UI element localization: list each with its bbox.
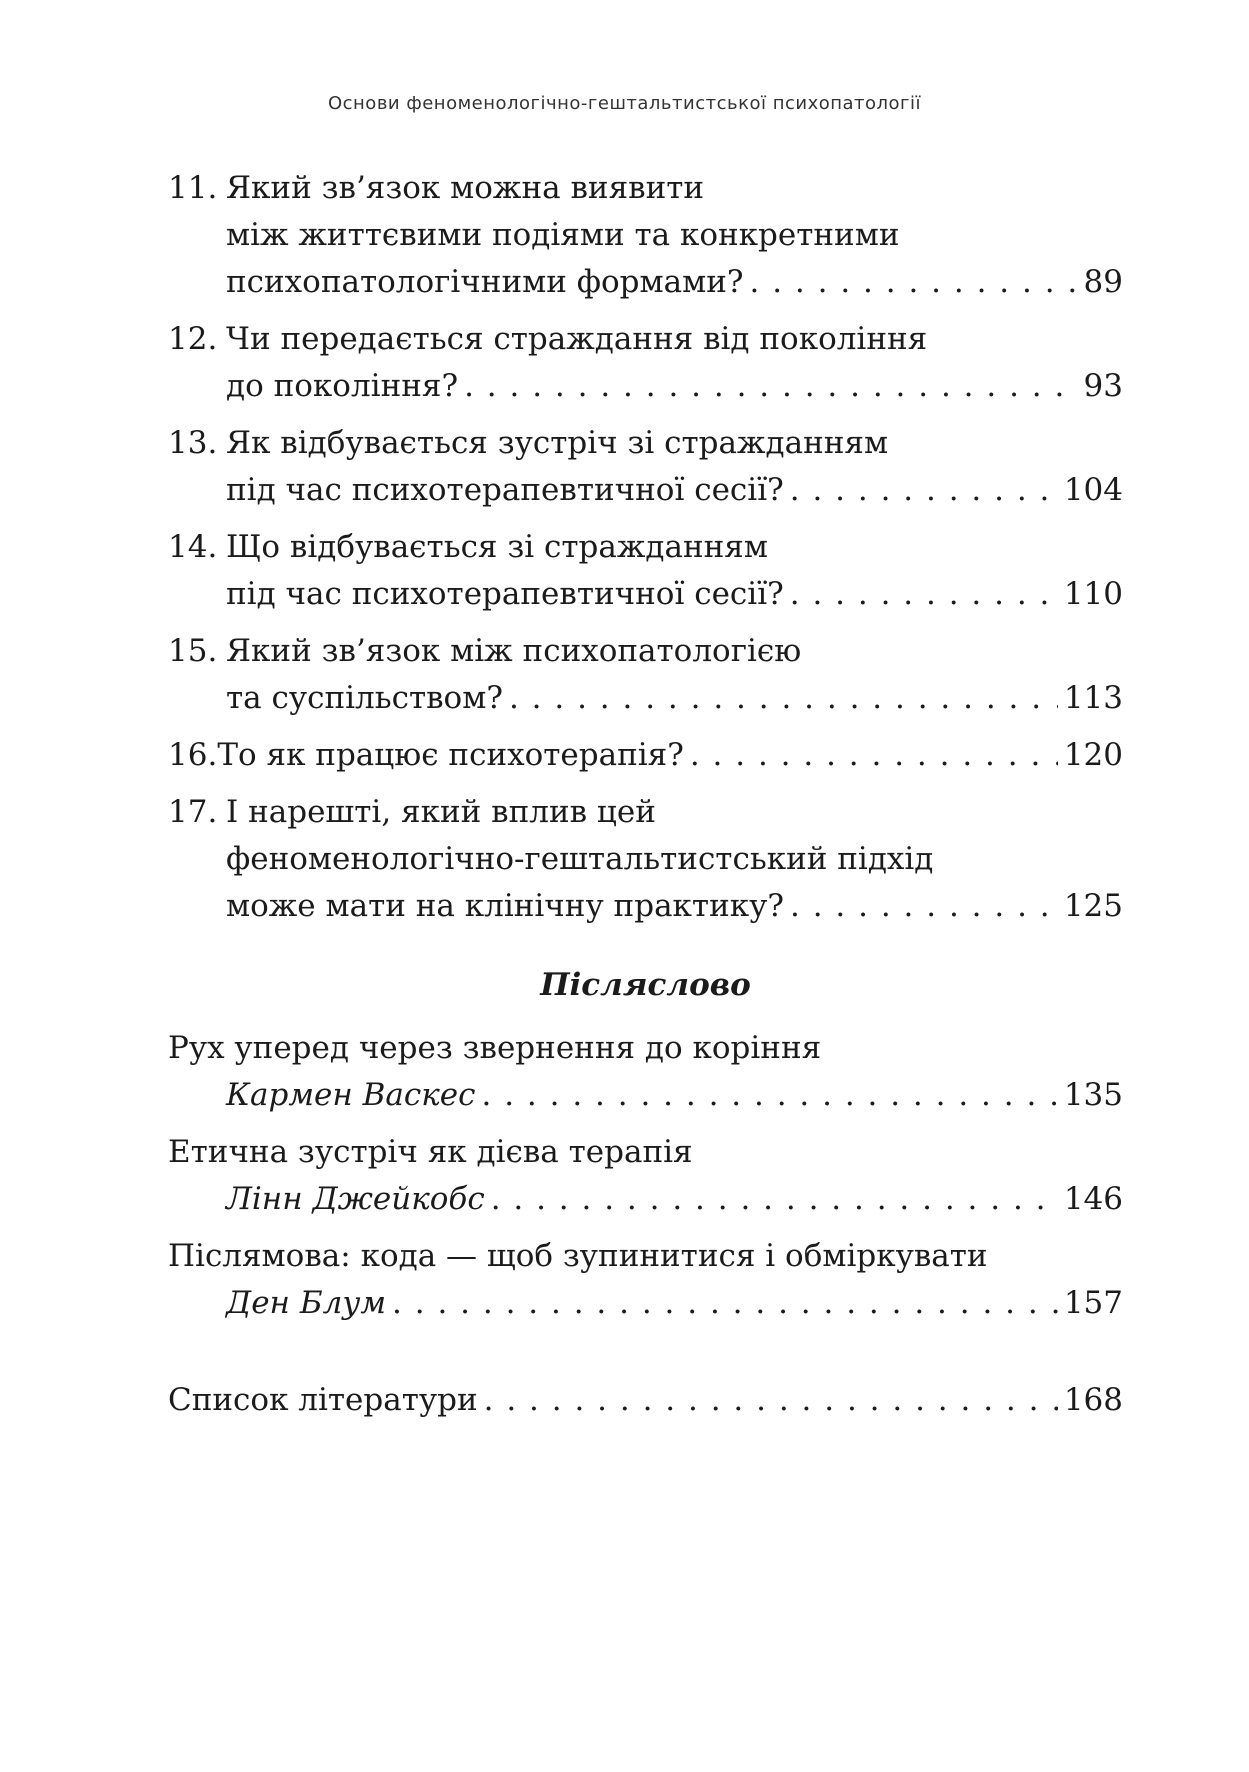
page-number: 110 xyxy=(1063,576,1123,612)
page-number: 120 xyxy=(1063,737,1123,773)
page-number: 125 xyxy=(1063,888,1123,924)
entry-title-line: І нарешті, який вплив цей xyxy=(226,794,656,830)
page-number: 168 xyxy=(1063,1382,1123,1418)
afterword-author: Ден Блум xyxy=(226,1285,387,1321)
entry-number: 17. xyxy=(168,794,218,830)
entry-title-line: та суспільством? xyxy=(226,680,503,716)
dot-leader xyxy=(750,259,1078,306)
entry-number: 16. xyxy=(168,737,218,773)
entry-title-line: То як працює психотерапія? xyxy=(217,737,684,773)
dot-leader xyxy=(481,1072,1057,1119)
toc-entry-bibliography[interactable] xyxy=(168,1377,1123,1424)
page-number: 93 xyxy=(1083,368,1123,404)
bibliography-title: Список літератури xyxy=(168,1382,478,1418)
entry-title-line: під час психотерапевтичної сесії? xyxy=(226,472,784,508)
entry-number: 15. xyxy=(168,633,218,669)
entry-number: 14. xyxy=(168,529,218,565)
page-number: 113 xyxy=(1063,680,1123,716)
toc-entry-11[interactable] xyxy=(168,165,1123,306)
entry-title-line: до покоління? xyxy=(226,368,459,404)
table-of-contents xyxy=(168,165,1123,1434)
entry-title-line: Який зв’язок між психопатологією xyxy=(226,633,802,669)
entry-title-line: Чи передається страждання від покоління xyxy=(226,321,928,357)
afterword-title: Рух уперед через звернення до коріння xyxy=(168,1030,822,1066)
entry-title-line: під час психотерапевтичної сесії? xyxy=(226,576,784,612)
toc-entry-15[interactable] xyxy=(168,628,1123,722)
dot-leader xyxy=(509,675,1058,722)
dot-leader xyxy=(484,1377,1058,1424)
dot-leader xyxy=(790,571,1058,618)
page-number: 135 xyxy=(1063,1077,1123,1113)
dot-leader xyxy=(392,1280,1058,1327)
entry-title-line: Який зв’язок можна виявити xyxy=(226,170,705,206)
toc-entry-16[interactable] xyxy=(168,732,1123,779)
entry-number: 13. xyxy=(168,425,218,461)
dot-leader xyxy=(790,883,1058,930)
afterword-entry[interactable] xyxy=(168,1233,1123,1327)
page-number: 104 xyxy=(1063,472,1123,508)
spacer xyxy=(168,1337,1123,1377)
entry-title-line: між життєвими подіями та конкретними xyxy=(226,217,900,253)
entry-title-line: може мати на клінічну практику? xyxy=(226,888,784,924)
entry-number: 11. xyxy=(168,170,218,206)
section-heading-afterword: Післяслово xyxy=(540,967,751,1003)
entry-title-line: феноменологічно-гештальтистський підхід xyxy=(226,841,934,877)
toc-entry-14[interactable] xyxy=(168,524,1123,618)
entry-title-line: психопатологічними формами? xyxy=(226,264,744,300)
page-number: 89 xyxy=(1083,264,1123,300)
afterword-entry[interactable] xyxy=(168,1025,1123,1119)
toc-entry-12[interactable] xyxy=(168,316,1123,410)
dot-leader xyxy=(464,363,1077,410)
dot-leader xyxy=(790,467,1058,514)
page-number: 157 xyxy=(1063,1285,1123,1321)
entry-number: 12. xyxy=(168,321,218,357)
afterword-author: Кармен Васкес xyxy=(226,1077,476,1113)
entry-title-line: Що відбувається зі стражданням xyxy=(226,529,768,565)
afterword-entry[interactable] xyxy=(168,1129,1123,1223)
toc-entry-17[interactable] xyxy=(168,789,1123,930)
toc-entry-13[interactable] xyxy=(168,420,1123,514)
entry-title-line: Як відбувається зустріч зі стражданням xyxy=(226,425,889,461)
page-number: 146 xyxy=(1063,1181,1123,1217)
afterword-title: Етична зустріч як дієва терапія xyxy=(168,1134,693,1170)
dot-leader xyxy=(690,732,1058,779)
running-head: Основи феноменологічно-гештальтистської психопатології xyxy=(327,93,922,114)
afterword-title: Післямова: кода — щоб зупинитися і обміркувати xyxy=(168,1238,988,1274)
afterword-author: Лінн Джейкобс xyxy=(226,1181,485,1217)
dot-leader xyxy=(491,1176,1058,1223)
